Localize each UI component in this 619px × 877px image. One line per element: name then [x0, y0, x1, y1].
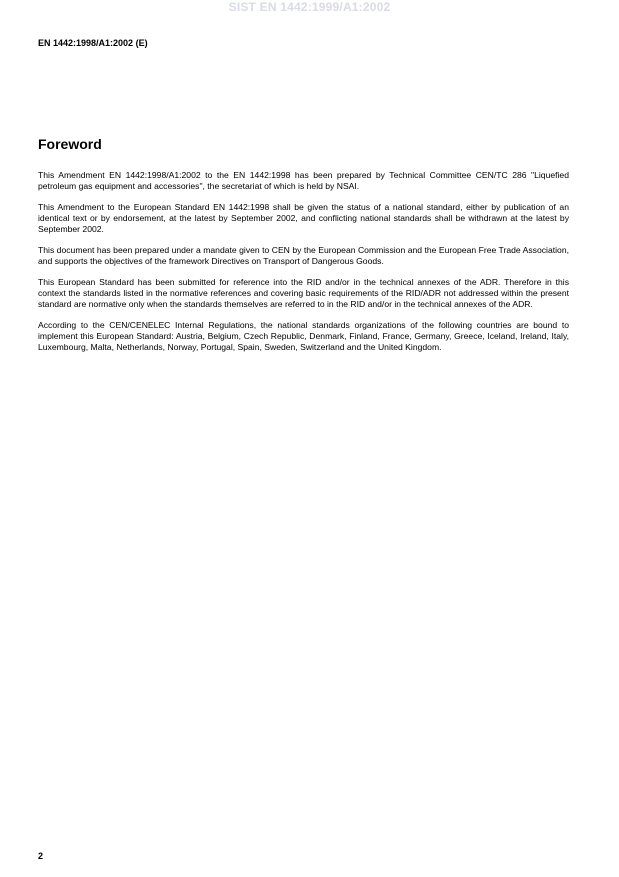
paragraph-status: This Amendment to the European Standard EN 1442:1998 shall be given the status of a national standard, either by publication of an identical text or by endorsement, at the latest by September 2002, and conflicting national standards shall be withdrawn at the latest by September 2002.: [38, 202, 569, 234]
paragraph-rid-adr: This European Standard has been submitted for reference into the RID and/or in the technical annexes of the ADR. Therefore in this context the standards listed in the normative references and covering basic requirements of the RID/ADR not addressed within the present standard are normative only when the standards themselves are referred to in the RID and/or in the technical annexes of the ADR.: [38, 277, 569, 309]
document-id-header: EN 1442:1998/A1:2002 (E): [38, 38, 148, 48]
paragraph-countries: According to the CEN/CENELEC Internal Regulations, the national standards organizations of the following countries are bound to implement this European Standard: Austria, Belgium, Czech Republic, Denmark, Finland, France, Germany, Greece, Iceland, Ireland, Italy, Luxembourg, Malta, Netherlands, Norway, Portugal, Spain, Sweden, Switzerland and the United Kingdom.: [38, 320, 569, 352]
watermark-text: SIST EN 1442:1999/A1:2002: [228, 0, 391, 14]
foreword-body: [38, 170, 569, 363]
page-number: 2: [38, 851, 44, 861]
section-title: Foreword: [38, 136, 102, 152]
paragraph-prepared-by: This Amendment EN 1442:1998/A1:2002 to the EN 1442:1998 has been prepared by Technical Committee CEN/TC 286 "Liquefied petroleum gas equipment and accessories", the secretariat of which is held by NSAI.: [38, 170, 569, 191]
paragraph-mandate: This document has been prepared under a mandate given to CEN by the European Commission and the European Free Trade Association, and supports the objectives of the framework Directives on Transport of Dangerous Goods.: [38, 245, 569, 266]
